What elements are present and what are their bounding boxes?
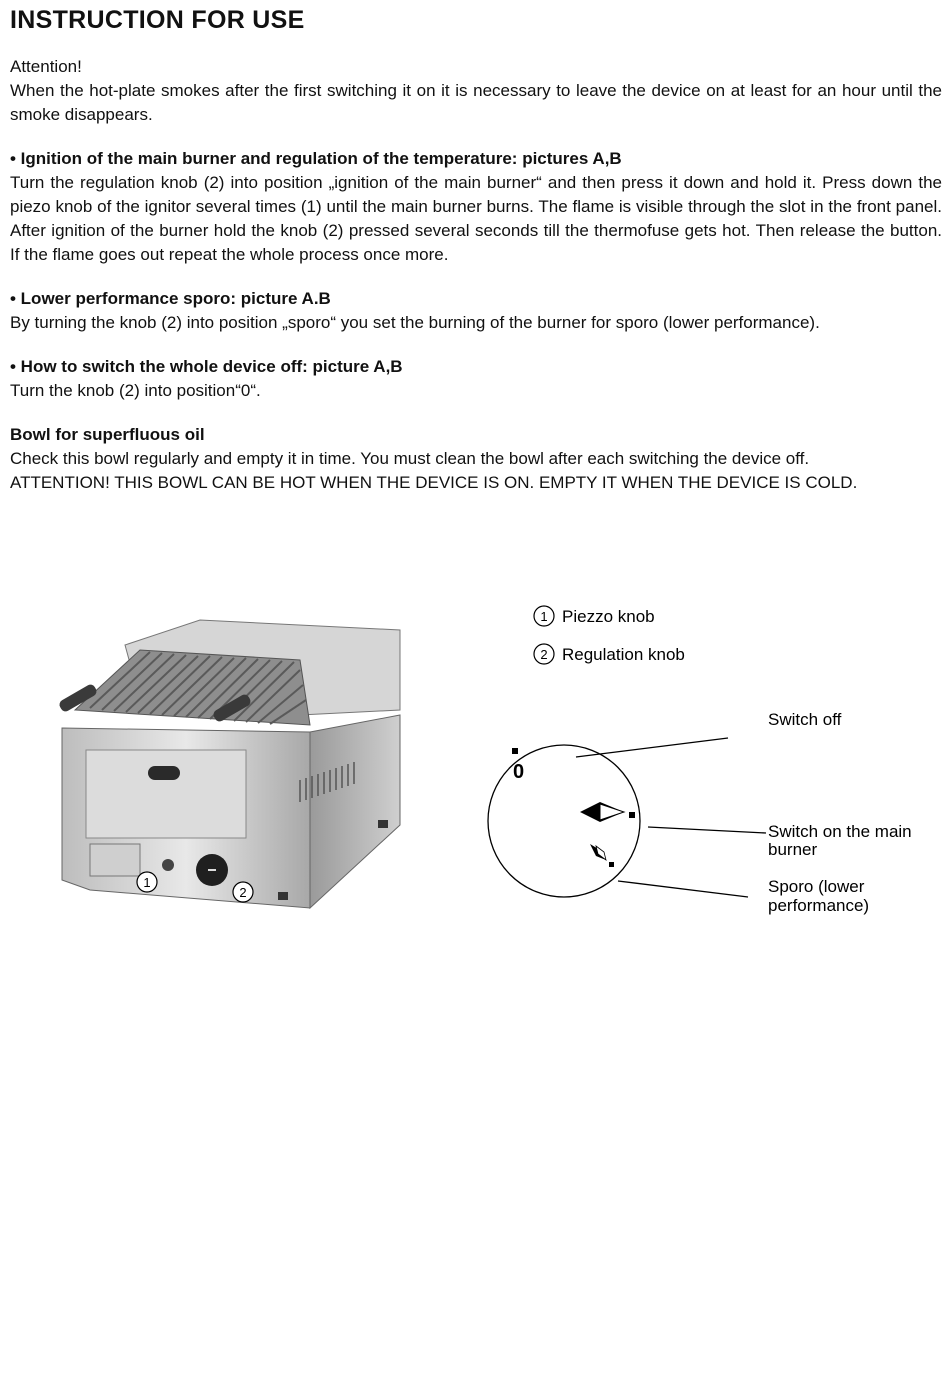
section-heading-sporo: • Lower performance sporo: picture A.B bbox=[10, 289, 331, 308]
lava-grill-illustration bbox=[58, 620, 400, 908]
legend-label-regulation: Regulation knob bbox=[562, 645, 685, 664]
callout-sporo-2: performance) bbox=[768, 896, 870, 915]
attention-text: When the hot-plate smokes after the first switching it on it is necessary to leave the device on at least for an hour until the smoke disappears. bbox=[10, 81, 942, 124]
callout-sporo-1: Sporo (lower bbox=[768, 877, 865, 896]
device-marker-1-text: 1 bbox=[143, 875, 151, 890]
section-heading-ignition: • Ignition of the main burner and regulation of the temperature: pictures A,B bbox=[10, 149, 622, 168]
figure-area bbox=[0, 590, 950, 930]
section-heading-bowl: Bowl for superfluous oil bbox=[10, 425, 205, 444]
section-text-sporo: By turning the knob (2) into position „sporo“ you set the burning of the burner for sporo (lower performance). bbox=[10, 313, 820, 332]
callout-line-main bbox=[648, 827, 766, 833]
callout-switch-on-main-1: Switch on the main bbox=[768, 822, 912, 841]
flame-slot bbox=[148, 766, 180, 780]
device-marker-2-text: 2 bbox=[239, 885, 247, 900]
legend-num-2: 2 bbox=[540, 647, 548, 662]
knob-dial-diagram bbox=[488, 710, 912, 915]
attention-label: Attention! bbox=[10, 57, 82, 76]
section-warning-bowl: ATTENTION! THIS BOWL CAN BE HOT WHEN THE DEVICE IS ON. EMPTY IT WHEN THE DEVICE IS COLD. bbox=[10, 473, 858, 492]
section-text-bowl: Check this bowl regularly and empty it in time. You must clean the bowl after each switching the device off. bbox=[10, 449, 810, 468]
dial-zero-label: 0 bbox=[513, 761, 525, 783]
legend-label-piezzo: Piezzo knob bbox=[562, 607, 655, 626]
legend bbox=[534, 606, 685, 664]
callout-switch-off: Switch off bbox=[768, 710, 842, 729]
section-text-ignition: Turn the regulation knob (2) into position „ignition of the main burner“ and then press it down and hold it. Press down the piezo knob of the ignitor several times (1) until the main burner burns. The flame is visible through the slot in the front panel. After ignition of the burner hold the knob (2) pressed several seconds till the thermofuse gets hot. Then release the button. If the flame goes out repeat the whole process once more. bbox=[10, 173, 942, 264]
callout-line-off bbox=[576, 738, 728, 757]
callout-line-sporo bbox=[618, 881, 748, 897]
piezo-knob bbox=[162, 859, 174, 871]
legend-num-1: 1 bbox=[540, 609, 548, 624]
section-text-switch-off: Turn the knob (2) into position“0“. bbox=[10, 381, 261, 400]
page-title: INSTRUCTION FOR USE bbox=[10, 6, 305, 34]
dial-circle bbox=[488, 745, 640, 897]
figure-svg bbox=[0, 590, 950, 930]
section-heading-switch-off: • How to switch the whole device off: picture A,B bbox=[10, 357, 403, 376]
instruction-page bbox=[10, 6, 942, 495]
callout-switch-on-main-2: burner bbox=[768, 840, 818, 859]
